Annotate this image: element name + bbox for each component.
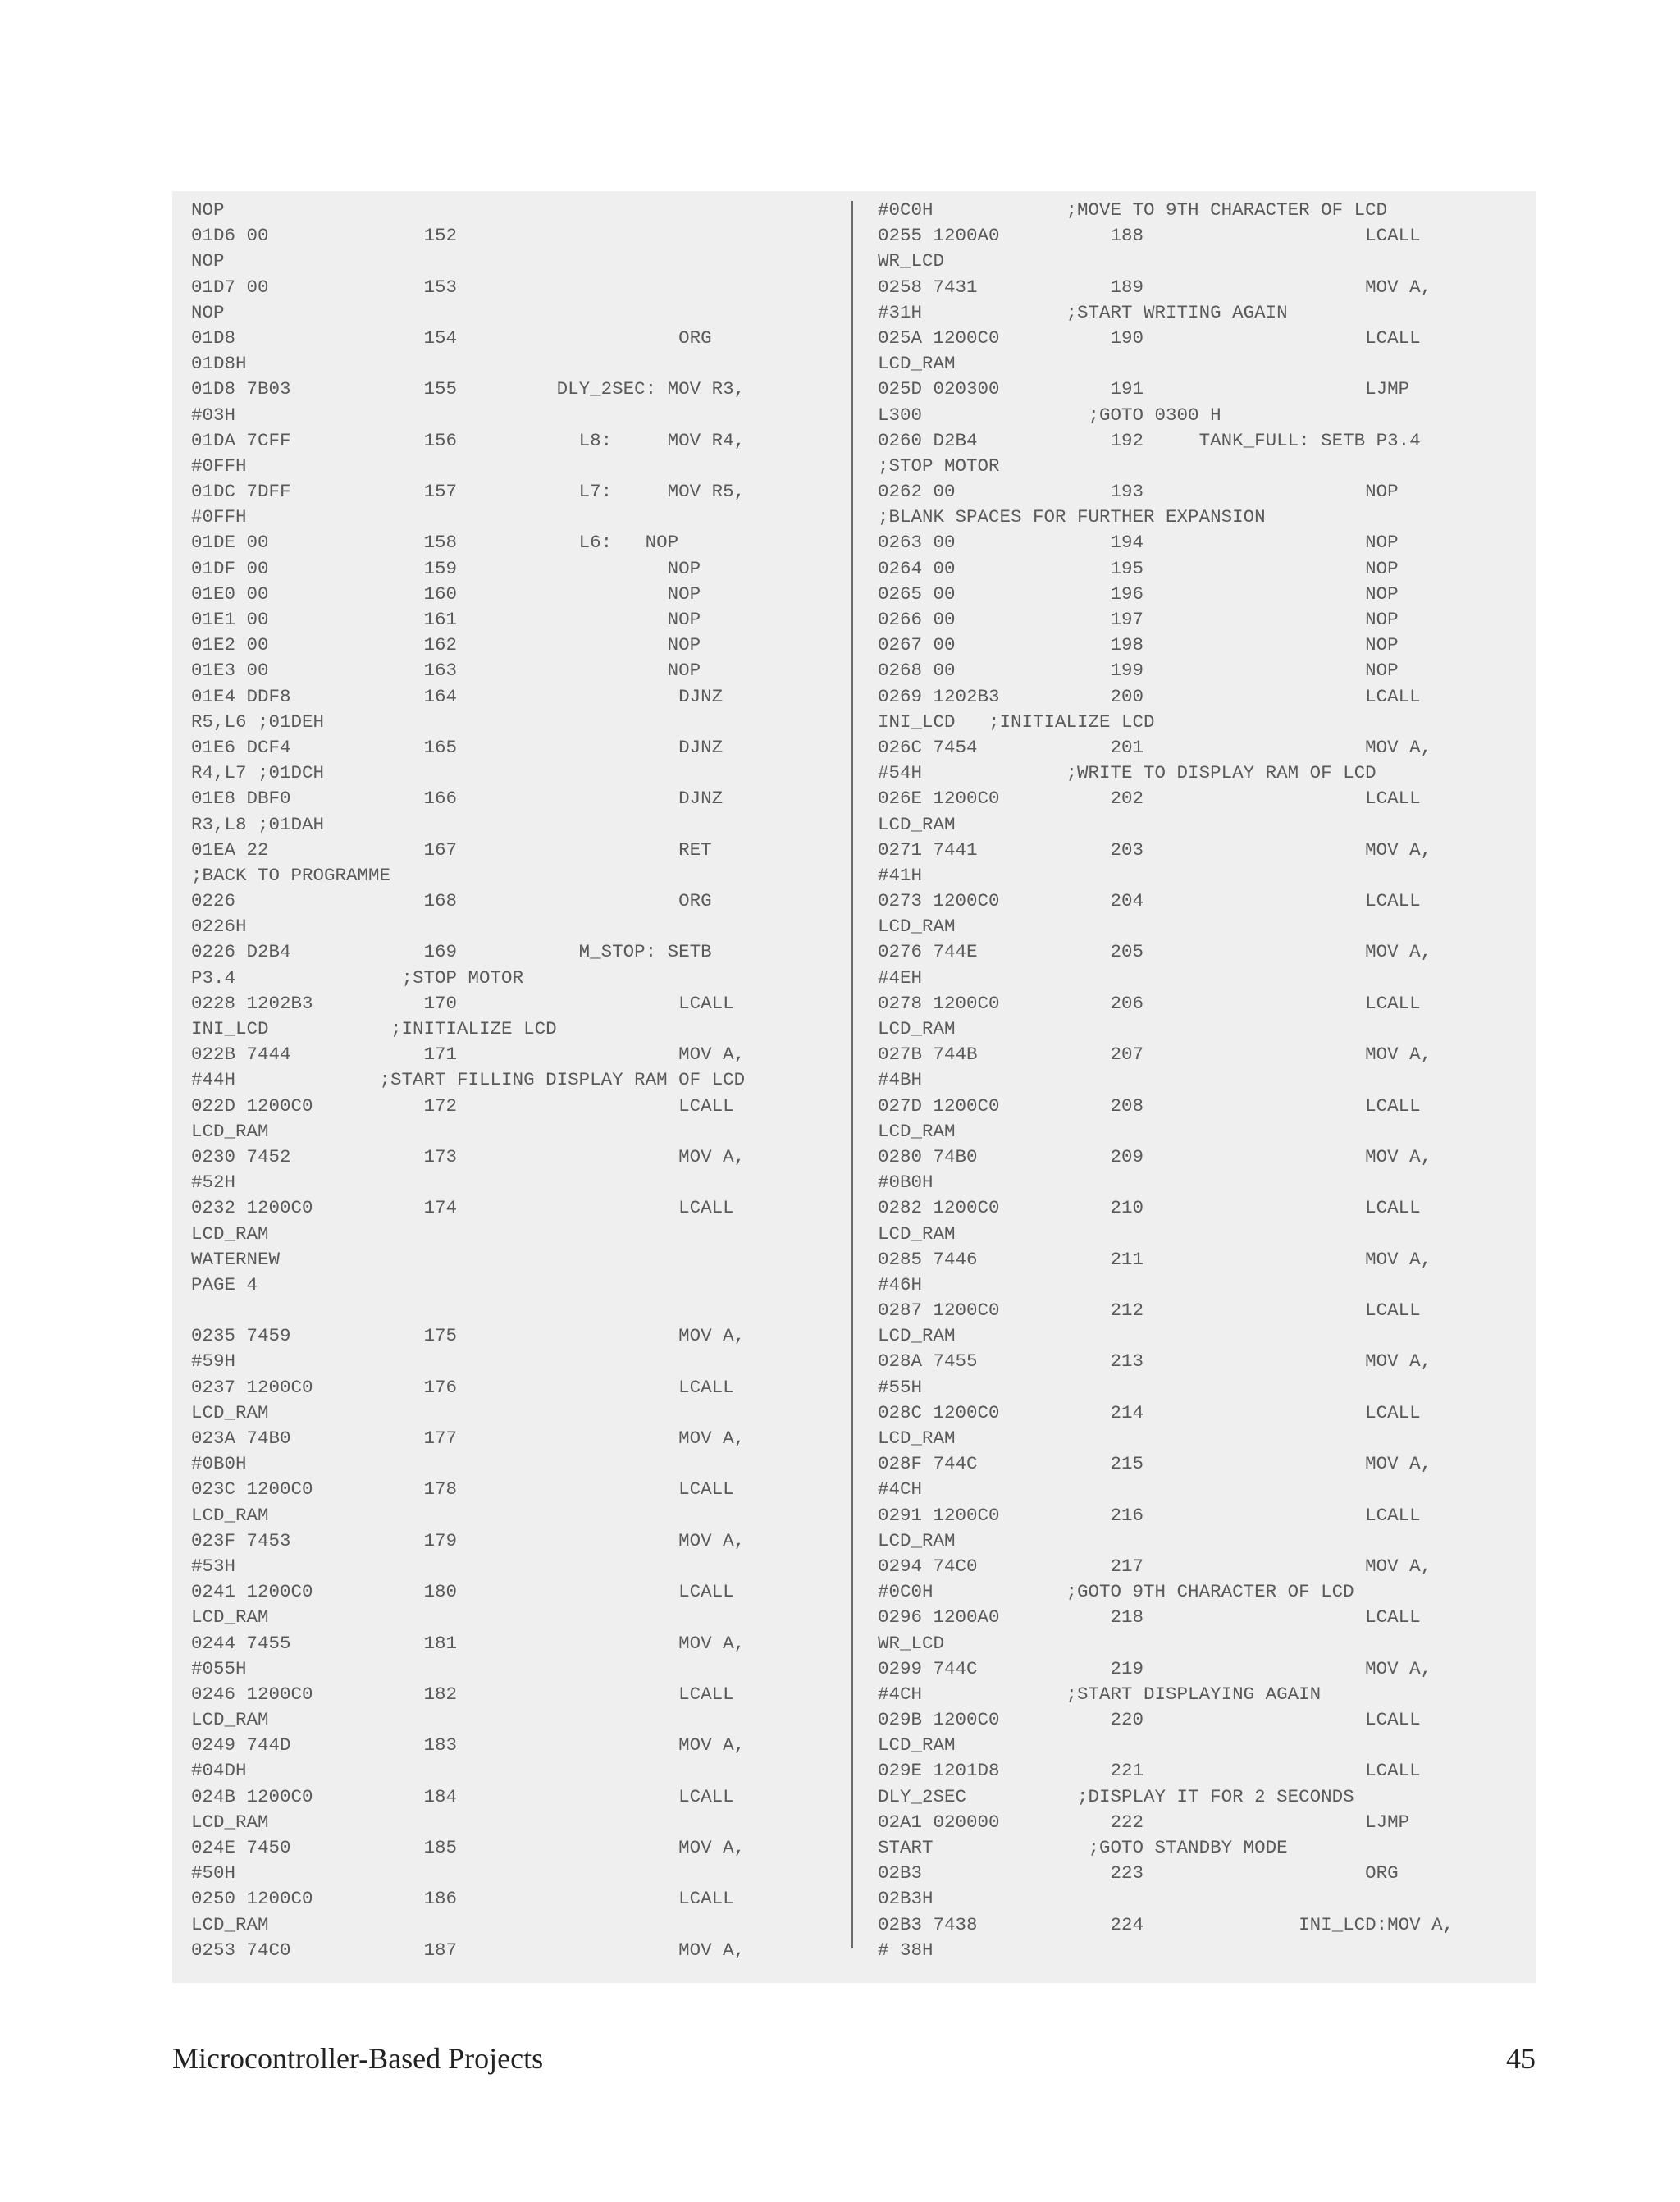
code-line: 01DE 00 158 L6: NOP: [191, 532, 679, 554]
code-line: #55H: [878, 1376, 923, 1398]
code-line: 027B 744B 207 MOV A,: [878, 1044, 1432, 1066]
code-line: 0287 1200C0 212 LCALL: [878, 1300, 1421, 1322]
code-line: LCD_RAM: [191, 1401, 269, 1423]
code-line: LCD_RAM: [878, 1018, 956, 1039]
code-line: 0232 1200C0 174 LCALL: [191, 1197, 734, 1219]
code-line: 0264 00 195 NOP: [878, 557, 1399, 579]
code-line: LCD_RAM: [878, 916, 956, 938]
code-line: ;BLANK SPACES FOR FURTHER EXPANSION: [878, 506, 1266, 528]
code-line: LCD_RAM: [191, 1120, 269, 1142]
code-line: LCD_RAM: [878, 353, 956, 375]
code-line: LCD_RAM: [191, 1709, 269, 1731]
code-line: 0294 74C0 217 MOV A,: [878, 1555, 1432, 1577]
code-line: LCD_RAM: [878, 1428, 956, 1449]
code-line: LCD_RAM: [878, 1120, 956, 1142]
code-line: 01D7 00 153: [191, 276, 458, 298]
code-line: LCD_RAM: [191, 1913, 269, 1935]
code-line: 0267 00 198 NOP: [878, 634, 1399, 656]
book-title: Microcontroller-Based Projects: [172, 2042, 544, 2075]
code-line: 01E3 00 163 NOP: [191, 660, 701, 682]
code-line: 0296 1200A0 218 LCALL: [878, 1606, 1421, 1629]
code-line: NOP: [191, 199, 225, 221]
code-line: 0271 7441 203 MOV A,: [878, 838, 1432, 861]
code-line: 0268 00 199 NOP: [878, 660, 1399, 682]
code-line: 029E 1201D8 221 LCALL: [878, 1760, 1421, 1782]
code-line: 01E8 DBF0 166 DJNZ: [191, 788, 724, 810]
code-line: 0260 D2B4 192 TANK_FULL: SETB P3.4: [878, 429, 1421, 451]
code-line: #055H: [191, 1657, 247, 1679]
code-line: 01E0 00 160 NOP: [191, 582, 701, 605]
code-line: 0278 1200C0 206 LCALL: [878, 992, 1421, 1014]
code-line: 026C 7454 201 MOV A,: [878, 736, 1432, 758]
code-line: R3,L8 ;01DAH: [191, 813, 325, 835]
code-line: 0269 1202B3 200 LCALL: [878, 685, 1421, 707]
code-line: INI_LCD ;INITIALIZE LCD: [191, 1018, 557, 1039]
code-line: LCD_RAM: [878, 1222, 956, 1245]
code-line: 025A 1200C0 190 LCALL: [878, 327, 1421, 349]
code-line: WATERNEW: [191, 1248, 281, 1270]
code-line: 023C 1200C0 178 LCALL: [191, 1478, 734, 1501]
code-line: R5,L6 ;01DEH: [191, 710, 325, 733]
code-line: 01D8 7B03 155 DLY_2SEC: MOV R3,: [191, 378, 746, 400]
code-line: #0FFH: [191, 506, 247, 528]
code-line: #4EH: [878, 966, 923, 989]
code-line: 0235 7459 175 MOV A,: [191, 1325, 746, 1347]
code-line: NOP: [191, 301, 225, 323]
code-line: 01DF 00 159 NOP: [191, 557, 701, 579]
code-line: 01E6 DCF4 165 DJNZ: [191, 736, 724, 758]
code-line: 0280 74B0 209 MOV A,: [878, 1145, 1432, 1167]
code-line: 0266 00 197 NOP: [878, 609, 1399, 630]
code-line: 0226 168 ORG: [191, 890, 712, 912]
code-line: 028C 1200C0 214 LCALL: [878, 1401, 1421, 1423]
code-line: LCD_RAM: [878, 1325, 956, 1347]
code-line: 01D8H: [191, 353, 247, 375]
code-line: LCD_RAM: [878, 1734, 956, 1757]
code-line: 01E2 00 162 NOP: [191, 634, 701, 656]
code-line: 022D 1200C0 172 LCALL: [191, 1094, 734, 1117]
code-line: 027D 1200C0 208 LCALL: [878, 1094, 1421, 1117]
code-line: #44H ;START FILLING DISPLAY RAM OF LCD: [191, 1069, 746, 1091]
code-line: ;BACK TO PROGRAMME: [191, 864, 391, 886]
code-line: # 38H: [878, 1939, 934, 1961]
code-line: 024E 7450 185 MOV A,: [191, 1837, 746, 1858]
code-line: 0226 D2B4 169 M_STOP: SETB: [191, 941, 712, 963]
code-line: 029B 1200C0 220 LCALL: [878, 1709, 1421, 1731]
code-line: 01DC 7DFF 157 L7: MOV R5,: [191, 481, 746, 503]
code-line: 0226H: [191, 916, 247, 938]
code-line: #0B0H: [878, 1172, 934, 1194]
code-line: 0265 00 196 NOP: [878, 582, 1399, 605]
code-line: #46H: [878, 1273, 923, 1295]
code-line: 02A1 020000 222 LJMP: [878, 1811, 1410, 1833]
code-line: LCD_RAM: [878, 813, 956, 835]
code-line: 02B3 223 ORG: [878, 1862, 1399, 1884]
code-line: #4BH: [878, 1069, 923, 1091]
code-line: 0258 7431 189 MOV A,: [878, 276, 1432, 298]
code-line: START ;GOTO STANDBY MODE: [878, 1837, 1288, 1858]
code-line: 0230 7452 173 MOV A,: [191, 1145, 746, 1167]
code-line: DLY_2SEC ;DISPLAY IT FOR 2 SECONDS: [878, 1785, 1354, 1807]
code-line: ;STOP MOTOR: [878, 455, 1000, 477]
code-line: 028F 744C 215 MOV A,: [878, 1453, 1432, 1475]
code-line: 0255 1200A0 188 LCALL: [878, 225, 1421, 247]
code-line: LCD_RAM: [191, 1811, 269, 1833]
code-line: 01DA 7CFF 156 L8: MOV R4,: [191, 429, 746, 451]
code-line: 02B3 7438 224 INI_LCD:MOV A,: [878, 1913, 1454, 1935]
code-column-right: [878, 198, 1454, 1963]
code-line: INI_LCD ;INITIALIZE LCD: [878, 710, 1155, 733]
code-line: WR_LCD: [878, 250, 945, 272]
code-line: LCD_RAM: [191, 1606, 269, 1629]
code-line: [191, 1298, 745, 1323]
code-line: #03H: [191, 404, 236, 426]
code-line: #50H: [191, 1862, 236, 1884]
code-line: 022B 7444 171 MOV A,: [191, 1044, 746, 1066]
code-line: WR_LCD: [878, 1632, 945, 1654]
code-line: 0244 7455 181 MOV A,: [191, 1632, 746, 1654]
code-line: R4,L7 ;01DCH: [191, 762, 325, 784]
code-line: NOP: [191, 250, 225, 272]
code-line: #54H ;WRITE TO DISPLAY RAM OF LCD: [878, 762, 1376, 784]
code-line: 01EA 22 167 RET: [191, 838, 712, 861]
code-line: 0262 00 193 NOP: [878, 481, 1399, 503]
code-line: LCD_RAM: [191, 1222, 269, 1245]
code-line: 0237 1200C0 176 LCALL: [191, 1376, 734, 1398]
code-line: 023A 74B0 177 MOV A,: [191, 1428, 746, 1449]
code-line: P3.4 ;STOP MOTOR: [191, 966, 524, 989]
code-line: 0253 74C0 187 MOV A,: [191, 1939, 746, 1961]
code-line: 01D8 154 ORG: [191, 327, 712, 349]
code-line: 024B 1200C0 184 LCALL: [191, 1785, 734, 1807]
code-line: LCD_RAM: [878, 1529, 956, 1551]
code-line: 0263 00 194 NOP: [878, 532, 1399, 554]
code-line: #0B0H: [191, 1453, 247, 1475]
code-line: 01D6 00 152: [191, 225, 458, 247]
code-line: 0246 1200C0 182 LCALL: [191, 1683, 734, 1705]
code-line: 0250 1200C0 186 LCALL: [191, 1888, 734, 1910]
column-divider: [851, 201, 853, 1948]
code-line: 025D 020300 191 LJMP: [878, 378, 1410, 400]
code-line: #4CH: [878, 1478, 923, 1501]
code-line: 0228 1202B3 170 LCALL: [191, 992, 734, 1014]
code-line: 02B3H: [878, 1888, 934, 1910]
code-line: 01E4 DDF8 164 DJNZ: [191, 685, 724, 707]
code-line: 028A 7455 213 MOV A,: [878, 1350, 1432, 1373]
code-line: 0249 744D 183 MOV A,: [191, 1734, 746, 1757]
code-line: 0285 7446 211 MOV A,: [878, 1248, 1432, 1270]
code-line: #0FFH: [191, 455, 247, 477]
code-line: #41H: [878, 864, 923, 886]
code-line: #0C0H ;MOVE TO 9TH CHARACTER OF LCD: [878, 199, 1388, 221]
code-line: #53H: [191, 1555, 236, 1577]
code-line: 0273 1200C0 204 LCALL: [878, 890, 1421, 912]
code-line: 01E1 00 161 NOP: [191, 609, 701, 630]
code-line: #0C0H ;GOTO 9TH CHARACTER OF LCD: [878, 1581, 1354, 1603]
code-column-left: [191, 198, 745, 1963]
code-listing-box: [172, 191, 1536, 1983]
code-line: 0241 1200C0 180 LCALL: [191, 1581, 734, 1603]
code-line: L300 ;GOTO 0300 H: [878, 404, 1221, 426]
code-line: 0291 1200C0 216 LCALL: [878, 1504, 1421, 1526]
code-line: #59H: [191, 1350, 236, 1373]
page-number: 45: [1506, 2042, 1536, 2075]
code-line: PAGE 4: [191, 1273, 258, 1295]
code-line: LCD_RAM: [191, 1504, 269, 1526]
code-line: 026E 1200C0 202 LCALL: [878, 788, 1421, 810]
code-line: 0299 744C 219 MOV A,: [878, 1657, 1432, 1679]
code-line: 0276 744E 205 MOV A,: [878, 941, 1432, 963]
code-line: 0282 1200C0 210 LCALL: [878, 1197, 1421, 1219]
code-line: #31H ;START WRITING AGAIN: [878, 301, 1288, 323]
code-line: #52H: [191, 1172, 236, 1194]
code-line: #04DH: [191, 1760, 247, 1782]
code-line: 023F 7453 179 MOV A,: [191, 1529, 746, 1551]
code-line: #4CH ;START DISPLAYING AGAIN: [878, 1683, 1322, 1705]
